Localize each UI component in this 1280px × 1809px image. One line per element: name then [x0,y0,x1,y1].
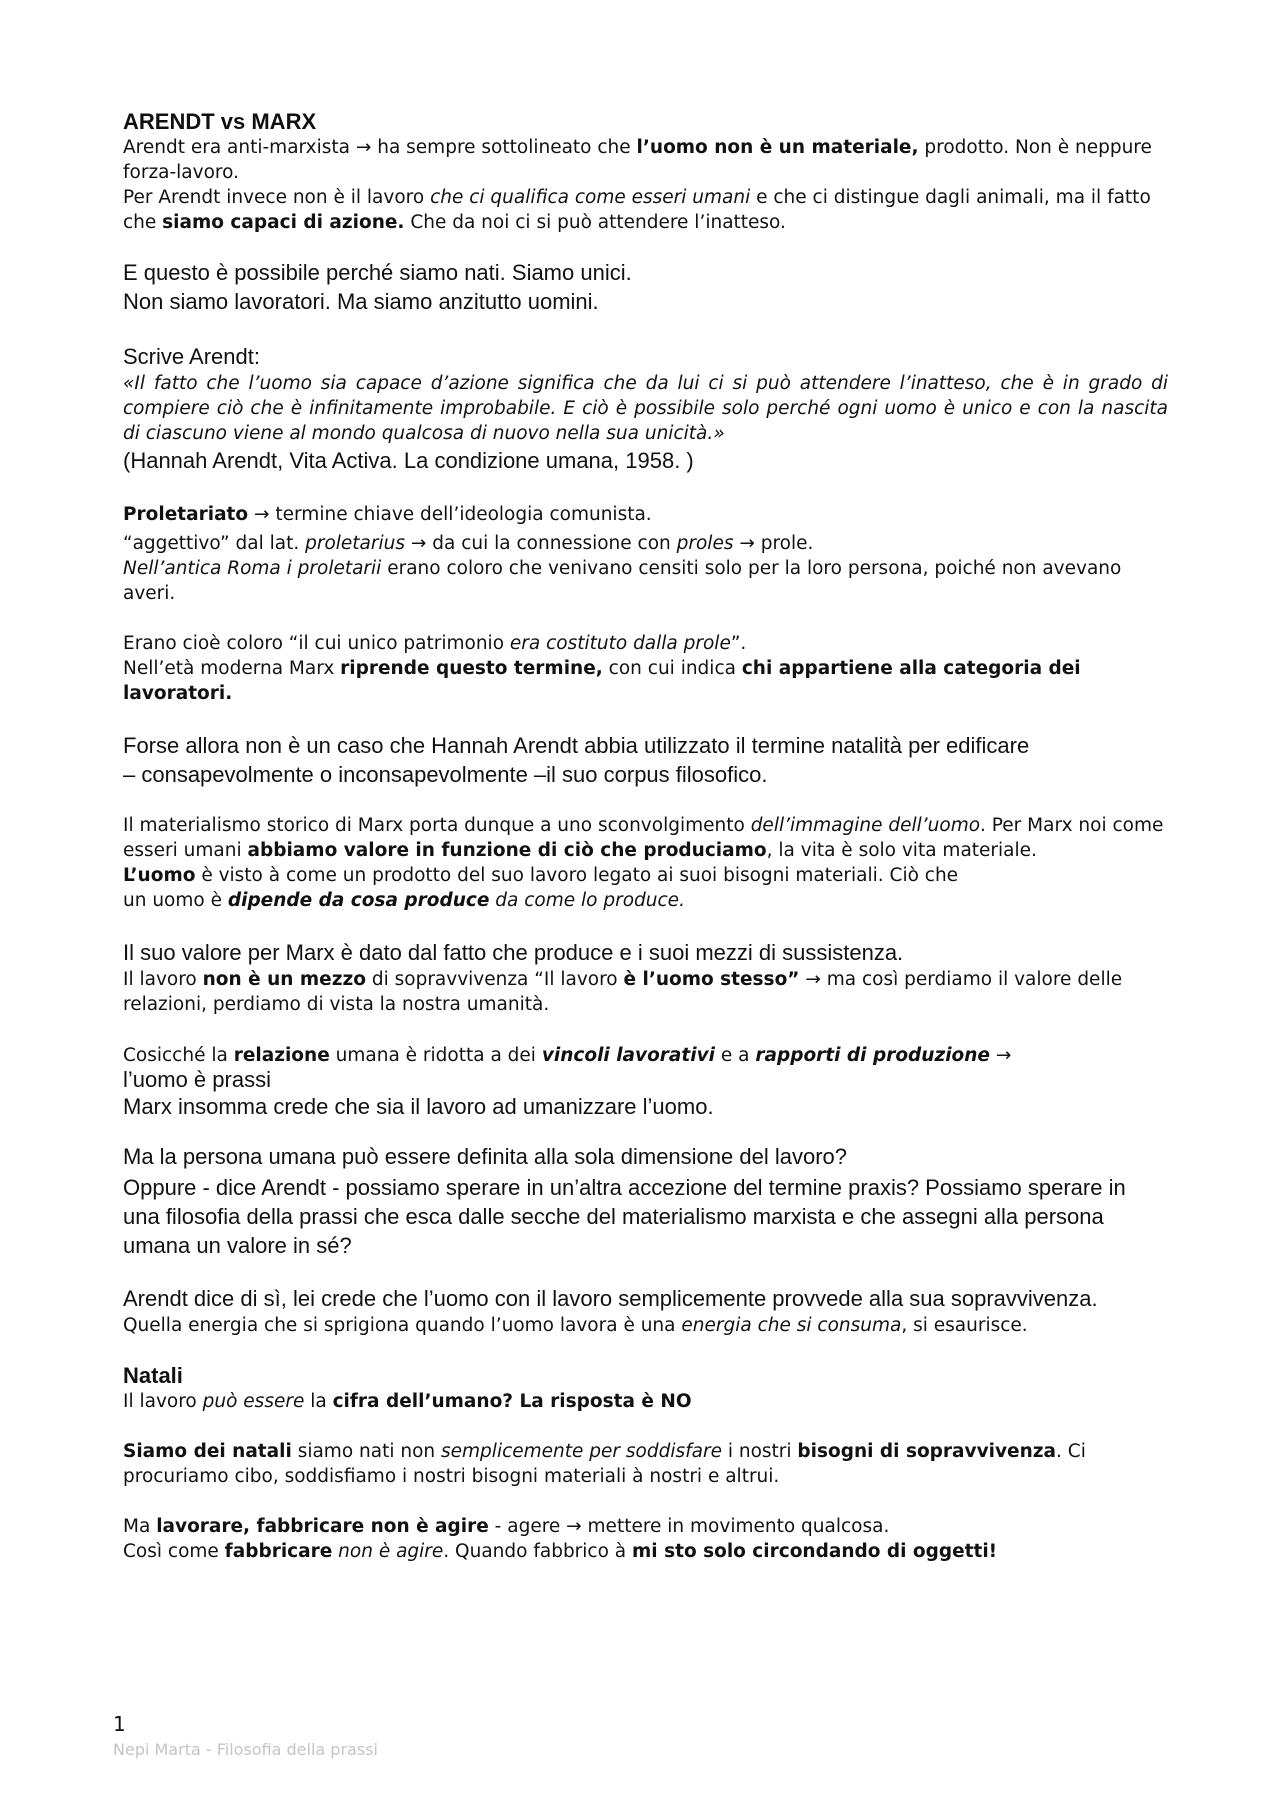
text-run-bold: L’uomo [123,865,196,886]
text-run-bold: cifra dell’umano? La risposta è NO [332,1391,692,1412]
quote-source: (Hannah Arendt, Vita Activa. La condizione umana, 1958. ) [123,448,694,473]
text-run-italic: Nell’antica Roma i proletarii [123,558,382,579]
text-run: , la vita è solo vita materiale. [766,840,1037,861]
proletariato-line-1 [123,502,1168,527]
text-run: con cui indica [602,658,742,679]
footer-text: Nepi Marta - Filosofia della prassi [113,1740,378,1759]
text-run-italic: non è agire [338,1541,444,1562]
text-run: Così come [123,1541,225,1562]
text-run: è visto à come un prodotto del suo lavoro legato ai suoi bisogni materiali. Ciò che [195,865,959,886]
text-run-bold-italic: dipende da cosa produce [227,890,490,911]
natali-heading: Natali [123,1363,183,1388]
text-run-bold: chi appartiene alla categoria dei lavoratori. [123,658,1081,704]
text-run: Quella energia che si sprigiona quando l’uomo lavora è una [123,1315,682,1336]
text-run-italic: proles [676,533,734,554]
text-run: Nell’età moderna Marx [123,658,341,679]
text-run-bold: l’uomo non è un materiale, [636,137,919,158]
text-run-bold-italic: rapporti di produzione [755,1045,990,1066]
natalita-line-2: – consapevolmente o inconsapevolmente –il suo corpus filosofico. [123,762,768,787]
text-run-italic: può essere [202,1391,305,1412]
natali-paragraph-4 [123,1539,1168,1564]
text-run: → ma così perdiamo il valore delle relazioni, perdiamo di vista la nostra umanità. [123,969,1123,1015]
text-run: erano coloro che venivano censiti solo per la loro persona, poiché non avevano averi. [123,558,1122,604]
text-run-italic: semplicemente per soddisfare [441,1441,722,1462]
text-run: . Ci procuriamo cibo, soddisfiamo i nostri bisogni materiali à nostri e altrui. [123,1441,1086,1487]
document-page [123,108,1168,1564]
materialismo-uomo-line [123,863,1168,888]
intro-paragraph-2 [123,185,1168,235]
quote-text: «Il fatto che l’uomo sia capace d’azione significa che da lui ci si può attendere l’inatteso, che è in grado di compiere ciò che è infinitamente improbabile. E ciò è possibile solo perché ogni uomo è unico e con la nascita di ciascuno viene al mondo qualcosa di nuovo nella sua unicità.» [123,373,1168,444]
proletariato-line-3 [123,556,1168,606]
text-run: Il materialismo storico di Marx porta dunque a uno sconvolgimento [123,815,751,836]
text-run: Per Arendt invece non è il lavoro [123,187,431,208]
text-run: la [304,1391,333,1412]
text-run: Ma [123,1516,157,1537]
relazione-line-3: Marx insomma crede che sia il lavoro ad umanizzare l’uomo. [123,1094,714,1119]
text-run-bold: non è un mezzo [202,969,366,990]
text-run-italic: energia che si consuma [681,1315,902,1336]
text-run: Che da noi ci si può attendere l’inatteso. [404,212,786,233]
text-run: e che ci distingue dagli animali, ma il fatto che [123,187,1151,233]
text-run: . Per Marx noi come esseri umani [123,815,1164,861]
proletariato-line-2 [123,531,1168,556]
text-run-bold: abbiamo valore in funzione di ciò che produciamo [247,840,767,861]
domanda-2: Oppure - dice Arendt - possiamo sperare in un’altra accezione del termine praxis? Possiamo sperare in una filosofia della prassi che esca dalle secche del materialismo marxista e che assegni alla persona umana un valore in sé? [123,1175,1126,1258]
text-run: i nostri [721,1441,798,1462]
relazione-line-1 [123,1043,1168,1068]
arendt-quote [123,371,1168,446]
born-line-2: Non siamo lavoratori. Ma siamo anzitutto uomini. [123,289,599,314]
text-run-bold: è l’uomo stesso” [623,969,800,990]
risposta-paragraph-1: Arendt dice di sì, lei crede che l’uomo con il lavoro semplicemente provvede alla sua sopravvivenza. [123,1286,1098,1311]
materialismo-produce-line [123,888,1168,913]
text-run: Arendt era anti-marxista → ha sempre sottolineato che [123,137,637,158]
text-run: un uomo è [123,890,228,911]
text-run: e a [715,1045,756,1066]
text-run-italic: era costituto dalla prole [509,633,731,654]
natali-paragraph-2 [123,1439,1168,1489]
text-run-italic: da come lo produce. [489,890,685,911]
proletariato-line-5 [123,656,1168,706]
text-run-bold-italic: vincoli lavorativi [541,1045,715,1066]
natali-paragraph-3 [123,1514,1168,1539]
text-run-bold: Siamo dei natali [123,1441,292,1462]
text-run-italic: dell’immagine dell’uomo [750,815,981,836]
risposta-paragraph-2 [123,1313,1168,1338]
proletariato-line-4 [123,631,1168,656]
text-run: → [989,1045,1012,1066]
domanda-1: Ma la persona umana può essere definita alla sola dimensione del lavoro? [123,1144,848,1169]
page-title: ARENDT vs MARX [123,109,317,134]
born-line-1: E questo è possibile perché siamo nati. Siamo unici. [123,260,632,285]
valore-line-1: Il suo valore per Marx è dato dal fatto che produce e i suoi mezzi di sussistenza. [123,940,904,965]
natalita-line-1: Forse allora non è un caso che Hannah Arendt abbia utilizzato il termine natalità per edificare [123,733,1030,758]
text-run: siamo nati non [291,1441,442,1462]
text-run: Il lavoro [123,969,203,990]
text-run: “aggettivo” dal lat. [123,533,306,554]
text-run-bold: relazione [233,1045,330,1066]
text-run-bold: fabbricare [224,1541,333,1562]
text-run: Erano cioè coloro “il cui unico patrimonio [123,633,510,654]
text-run: , si esaurisce. [901,1315,1028,1336]
text-run-bold: mi sto solo circondando di oggetti! [632,1541,998,1562]
text-run: ”. [730,633,747,654]
text-run-bold: lavorare, fabbricare non è agire [156,1516,489,1537]
text-run: Il lavoro [123,1391,203,1412]
relazione-line-2: l’uomo è prassi [123,1067,271,1092]
text-run-italic: proletarius [305,533,405,554]
text-run: Cosicché la [123,1045,234,1066]
quote-intro: Scrive Arendt: [123,344,260,369]
text-run: prodotto. Non è neppure forza-lavoro. [123,137,1152,183]
intro-paragraph-1 [123,135,1168,185]
text-run: → da cui la connessione con [405,533,677,554]
text-run-bold: bisogni di sopravvivenza [797,1441,1057,1462]
text-run: → prole. [733,533,814,554]
text-run-bold: siamo capaci di azione. [162,212,405,233]
natali-line-1 [123,1389,1168,1414]
page-number: 1 [113,1712,126,1736]
text-run-italic: che ci qualifica come esseri umani [430,187,751,208]
text-run: umana è ridotta a dei [329,1045,542,1066]
text-run: → termine chiave dell’ideologia comunista. [248,504,652,525]
text-run: di sopravvivenza “Il lavoro [365,969,624,990]
materialismo-paragraph [123,813,1168,863]
valore-paragraph [123,967,1168,1017]
text-run: . Quando fabbrico à [443,1541,633,1562]
text-run: - agere → mettere in movimento qualcosa. [488,1516,890,1537]
text-run-bold: Proletariato [123,504,249,525]
text-run-bold: riprende questo termine, [340,658,603,679]
